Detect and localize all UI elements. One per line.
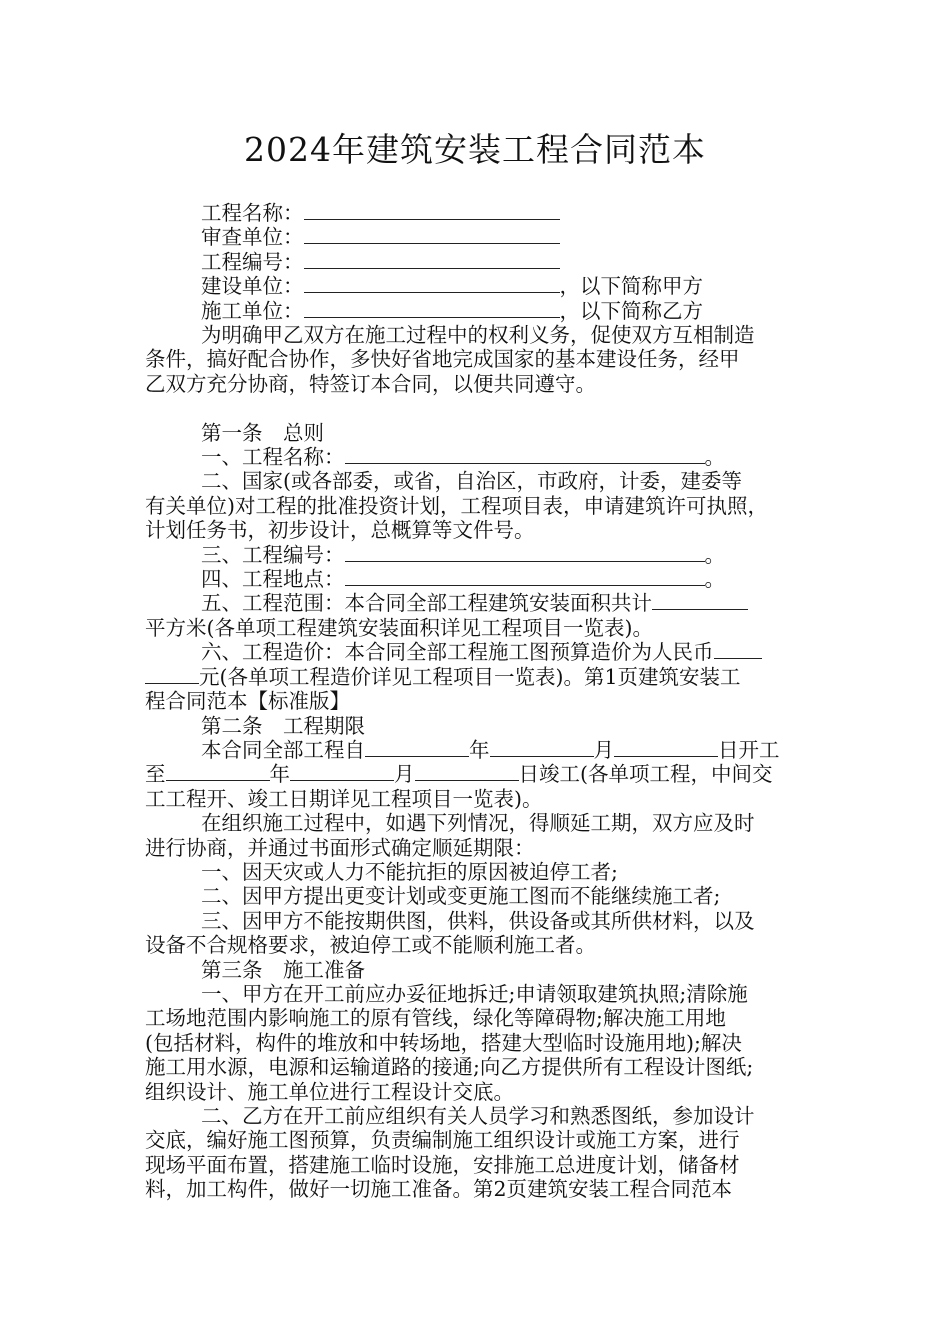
article-2-period-line: 至 年 月 日竣工(各单项工程，中间交 — [145, 762, 773, 787]
article-1-item-4: 四、工程地点： 。 — [201, 567, 725, 592]
article-2-case-2: 二、因甲方提出更变计划或变更施工图而不能继续施工者; — [201, 884, 721, 909]
field-review-unit: 审查单位： — [145, 225, 810, 249]
article-3-item-1: 施工用水源，电源和运输道路的接通;向乙方提供所有工程设计图纸; — [145, 1055, 754, 1080]
article-1-heading: 第一条 总则 — [201, 420, 324, 445]
preamble-line: 乙双方充分协商，特签订本合同，以便共同遵守。 — [145, 371, 596, 396]
field-project-number: 工程编号： — [145, 250, 810, 274]
article-1-item-2: 有关单位)对工程的批准投资计划，工程项目表，申请建筑许可执照， — [145, 493, 768, 518]
spacer — [145, 396, 810, 420]
preamble-line: 条件，搞好配合协作，多快好省地完成国家的基本建设任务，经甲 — [145, 347, 740, 372]
article-1-item-3: 三、工程编号： 。 — [201, 542, 725, 567]
field-project-name: 工程名称： — [145, 201, 810, 225]
article-3-item-2: 交底，编好施工图预算，负责编制施工组织设计或施工方案，进行 — [145, 1128, 740, 1153]
article-3-heading: 第三条 施工准备 — [201, 957, 365, 982]
article-1-item-2: 计划任务书，初步设计，总概算等文件号。 — [145, 518, 535, 543]
article-1-item-1: 一、工程名称： 。 — [201, 445, 725, 470]
article-2-para: 进行协商，并通过书面形式确定顺延期限： — [145, 835, 535, 860]
article-3-item-1: 组织设计、施工单位进行工程设计交底。 — [145, 1079, 514, 1104]
contract-body — [145, 201, 810, 1202]
article-1-item-6: 六、工程造价：本合同全部工程施工图预算造价为人民币 — [145, 640, 810, 664]
article-2-period-line: 工工程开、竣工日期详见工程项目一览表)。 — [145, 786, 543, 811]
article-1-item-6: 元(各单项工程造价详见工程项目一览表)。第1页建筑安装工 — [145, 665, 810, 689]
article-2-period-line: 本合同全部工程自 年 月 日开工 — [201, 737, 780, 762]
article-1-item-5: 平方米(各单项工程建筑安装面积详见工程项目一览表)。 — [145, 615, 653, 640]
article-3-item-1: 工场地范围内影响施工的原有管线，绿化等障碍物;解决施工用地 — [145, 1006, 726, 1031]
article-2-case-1: 一、因天灾或人力不能抗拒的原因被迫停工者; — [201, 859, 618, 884]
page-title: 2024年建筑安装工程合同范本 — [244, 130, 706, 169]
article-2-heading: 第二条 工程期限 — [201, 713, 365, 738]
article-3-item-1: 一、甲方在开工前应办妥征地拆迁;申请领取建筑执照;清除施 — [201, 981, 748, 1006]
article-1-item-6: 程合同范本【标准版】 — [145, 689, 350, 714]
article-2-case-3: 设备不合规格要求，被迫停工或不能顺利施工者。 — [145, 933, 596, 958]
field-contractor-unit: 施工单位： ，以下简称乙方 — [201, 298, 703, 323]
article-3-item-2: 现场平面布置，搭建施工临时设施，安排施工总进度计划，储备材 — [145, 1152, 740, 1177]
article-1-item-2: 二、国家(或各部委，或省，自治区，市政府，计委，建委等 — [201, 469, 742, 494]
article-1-item-5: 五、工程范围：本合同全部工程建筑安装面积共计 — [145, 591, 810, 615]
article-3-item-2: 料，加工构件，做好一切施工准备。第2页建筑安装工程合同范本 — [145, 1177, 733, 1202]
field-builder-unit: 建设单位： ，以下简称甲方 — [201, 274, 703, 299]
article-3-item-2: 二、乙方在开工前应组织有关人员学习和熟悉图纸，参加设计 — [201, 1104, 755, 1129]
article-2-para: 在组织施工过程中，如遇下列情况，得顺延工期，双方应及时 — [201, 811, 755, 836]
article-2-case-3: 三、因甲方不能按期供图，供料，供设备或其所供材料，以及 — [201, 908, 755, 933]
preamble-line: 为明确甲乙双方在施工过程中的权利义务，促使双方互相制造 — [201, 323, 755, 348]
article-3-item-1: (包括材料，构件的堆放和中转场地，搭建大型临时设施用地);解决 — [145, 1030, 742, 1055]
